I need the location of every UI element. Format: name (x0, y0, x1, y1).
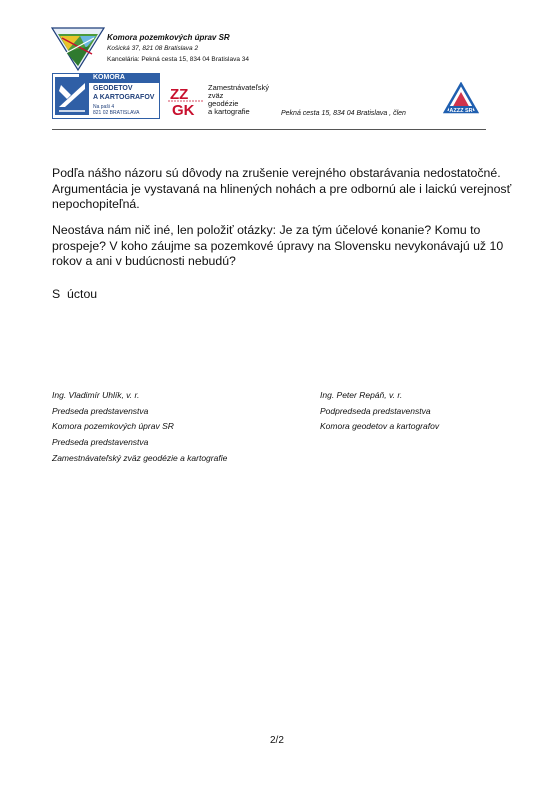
kgk-logo (52, 73, 160, 119)
kgk-emblem-icon (55, 77, 89, 115)
signature-right-name: Ing. Peter Repáň, v. r. (320, 390, 403, 400)
signature-left-org-2: Zamestnávateľský zväz geodézie a kartografie (52, 452, 228, 463)
kgk-logo-line2: GEODETOV (93, 85, 133, 92)
zzgk-line4: a kartografie (208, 107, 250, 116)
org-address: Košická 37, 821 08 Bratislava 2 (107, 45, 199, 52)
closing-salutation: S úctou (52, 287, 98, 301)
member-address: Pekná cesta 15, 834 04 Bratislava , člen (281, 110, 406, 117)
signature-left-role-2: Predseda predstavenstva (52, 437, 149, 448)
paragraph-1: Podľa nášho názoru sú dôvody na zrušenie verejného obstarávania nedostatočné. Argumentácia je vystavaná na hlinených nohách a pre odbornú ale i laickú verejnosť nepochopiteľná. (52, 166, 512, 211)
signature-right-role: Podpredseda predstavenstva (320, 405, 431, 416)
svg-text:AZZZ SR: AZZZ SR (449, 108, 473, 114)
org-office-address: Kancelária: Pekná cesta 15, 834 04 Bratislava 34 (107, 56, 250, 63)
signature-left-role: Predseda predstavenstva (52, 405, 149, 416)
kgk-logo-line1: KOMORA (93, 74, 125, 81)
zzgk-logo-text (208, 84, 269, 116)
signature-block-left (52, 388, 227, 466)
zzgk-logo-icon (168, 84, 204, 118)
azzz-logo-icon (443, 82, 479, 116)
kgk-logo-line4: Na paši 4 (93, 104, 115, 110)
org-name: Komora pozemkových úprav SR (107, 33, 230, 42)
signature-right-org: Komora geodetov a kartografov (320, 421, 440, 432)
kpu-logo (50, 24, 106, 72)
signature-block-right (320, 388, 439, 435)
kgk-logo-line3: A KARTOGRAFOV (93, 94, 155, 101)
svg-text:GK: GK (172, 102, 195, 118)
paragraph-2: Neostáva nám nič iné, len položiť otázky: Je za tým účelové konanie? Komu to prospeje? V koho záujme sa pozemkové úpravy na Slovensku nevykonávajú už 10 rokov a ani v budúcnosti nebudú? (52, 223, 504, 268)
zzgk-line1: Zamestnávateľský (208, 83, 269, 92)
svg-text:ZZ: ZZ (170, 86, 189, 103)
signature-left-org: Komora pozemkových úprav SR (52, 421, 174, 432)
page-number: 2/2 (270, 735, 284, 746)
kgk-logo-line5: 821 02 BRATISLAVA (93, 110, 140, 116)
zzgk-line2: zväz (208, 91, 224, 100)
signature-left-name: Ing. Vladimír Uhlík, v. r. (52, 390, 140, 400)
header-divider (52, 129, 486, 130)
zzgk-line3: geodézie (208, 99, 239, 108)
